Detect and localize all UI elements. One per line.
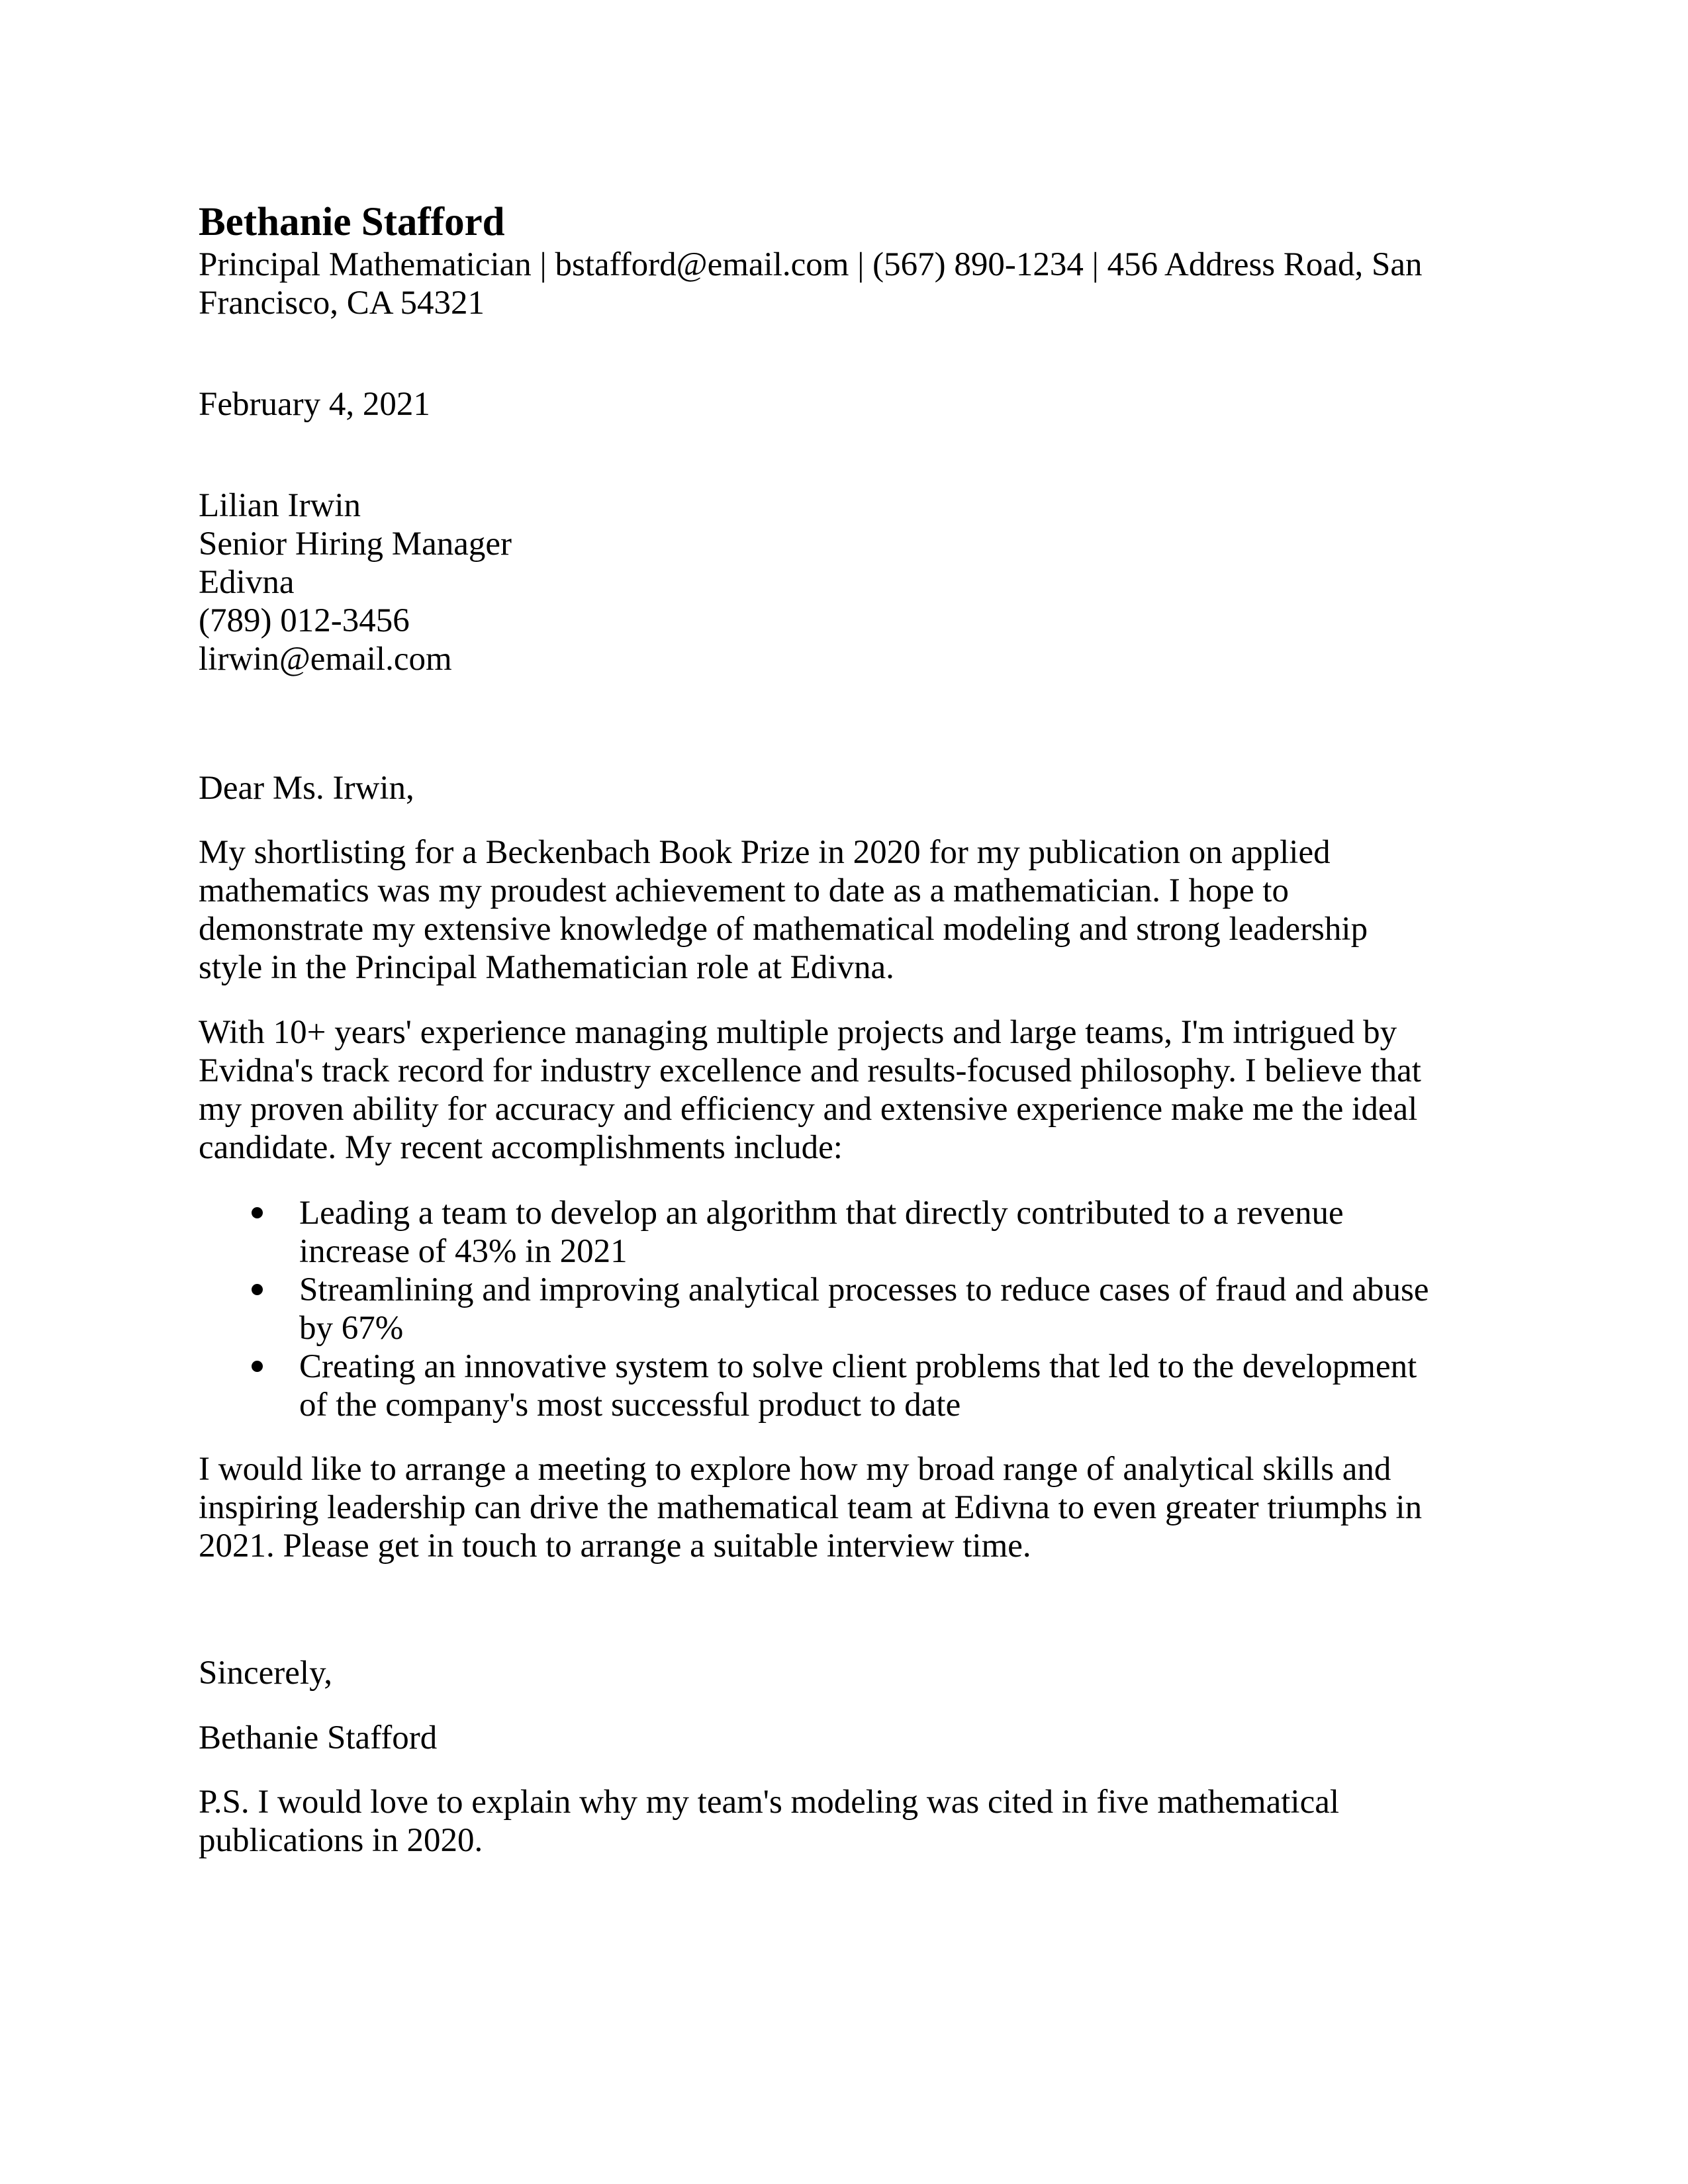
recipient-title: Senior Hiring Manager	[199, 525, 512, 563]
contact-line: Francisco, CA 54321	[199, 285, 485, 322]
paragraph-line: I would like to arrange a meeting to explore how my broad range of analytical skills and	[199, 1451, 1391, 1488]
paragraph-line: My shortlisting for a Beckenbach Book Prize in 2020 for my publication on applied	[199, 834, 1331, 871]
signature-text: Bethanie Stafford	[199, 1719, 438, 1756]
paragraph-line: my proven ability for accuracy and efficiency and extensive experience make me the ideal	[199, 1091, 1418, 1128]
recipient-block	[199, 486, 1489, 678]
paragraph-line: With 10+ years' experience managing multiple projects and large teams, I'm intrigued by	[199, 1014, 1397, 1051]
recipient-phone: (789) 012-3456	[199, 602, 410, 639]
closing	[199, 1654, 1489, 1692]
accomplishment-line: by 67%	[299, 1310, 404, 1347]
paragraph-line: Evidna's track record for industry excellence and results-focused philosophy. I believe that	[199, 1052, 1421, 1089]
accomplishment-item	[199, 1271, 1489, 1347]
accomplishment-line: Streamlining and improving analytical processes to reduce cases of fraud and abuse	[299, 1271, 1429, 1308]
bullet-icon	[252, 1284, 263, 1295]
letter-date	[199, 385, 1489, 424]
closing-text: Sincerely,	[199, 1655, 333, 1692]
paragraph-line: demonstrate my extensive knowledge of mathematical modeling and strong leadership	[199, 911, 1368, 948]
accomplishment-line: increase of 43% in 2021	[299, 1233, 628, 1270]
signature	[199, 1719, 1489, 1757]
paragraph-line: candidate. My recent accomplishments include:	[199, 1129, 843, 1166]
paragraph-line: mathematics was my proudest achievement to date as a mathematician. I hope to	[199, 872, 1289, 909]
body-paragraph-3	[199, 1450, 1489, 1565]
bullet-icon	[252, 1207, 263, 1218]
postscript-line: P.S. I would love to explain why my team's modeling was cited in five mathematical	[199, 1784, 1340, 1821]
accomplishment-line: of the company's most successful product to date	[299, 1387, 961, 1424]
accomplishments-list	[199, 1194, 1489, 1424]
accomplishment-line: Leading a team to develop an algorithm that directly contributed to a revenue	[299, 1195, 1344, 1232]
salutation-text: Dear Ms. Irwin,	[199, 770, 414, 807]
accomplishment-item	[199, 1194, 1489, 1271]
accomplishment-line: Creating an innovative system to solve client problems that led to the development	[299, 1348, 1417, 1385]
body-paragraph-2	[199, 1013, 1489, 1167]
recipient-name: Lilian Irwin	[199, 487, 361, 524]
sender-name-text: Bethanie Stafford	[199, 200, 505, 244]
paragraph-line: 2021. Please get in touch to arrange a suitable interview time.	[199, 1527, 1031, 1565]
date-text: February 4, 2021	[199, 386, 430, 423]
contact-line: Principal Mathematician | bstafford@email.com | (567) 890-1234 | 456 Address Road, San	[199, 246, 1423, 283]
sender-contact	[199, 246, 1489, 322]
sender-name	[199, 200, 1489, 245]
paragraph-line: style in the Principal Mathematician role at Edivna.	[199, 949, 894, 986]
recipient-email: lirwin@email.com	[199, 641, 452, 678]
bullet-icon	[252, 1361, 263, 1372]
salutation	[199, 769, 1489, 807]
body-paragraph-1	[199, 833, 1489, 987]
paragraph-line: inspiring leadership can drive the mathematical team at Edivna to even greater triumphs in	[199, 1489, 1423, 1526]
recipient-company: Edivna	[199, 564, 295, 601]
postscript-line: publications in 2020.	[199, 1822, 483, 1859]
postscript	[199, 1783, 1489, 1860]
accomplishment-item	[199, 1347, 1489, 1424]
